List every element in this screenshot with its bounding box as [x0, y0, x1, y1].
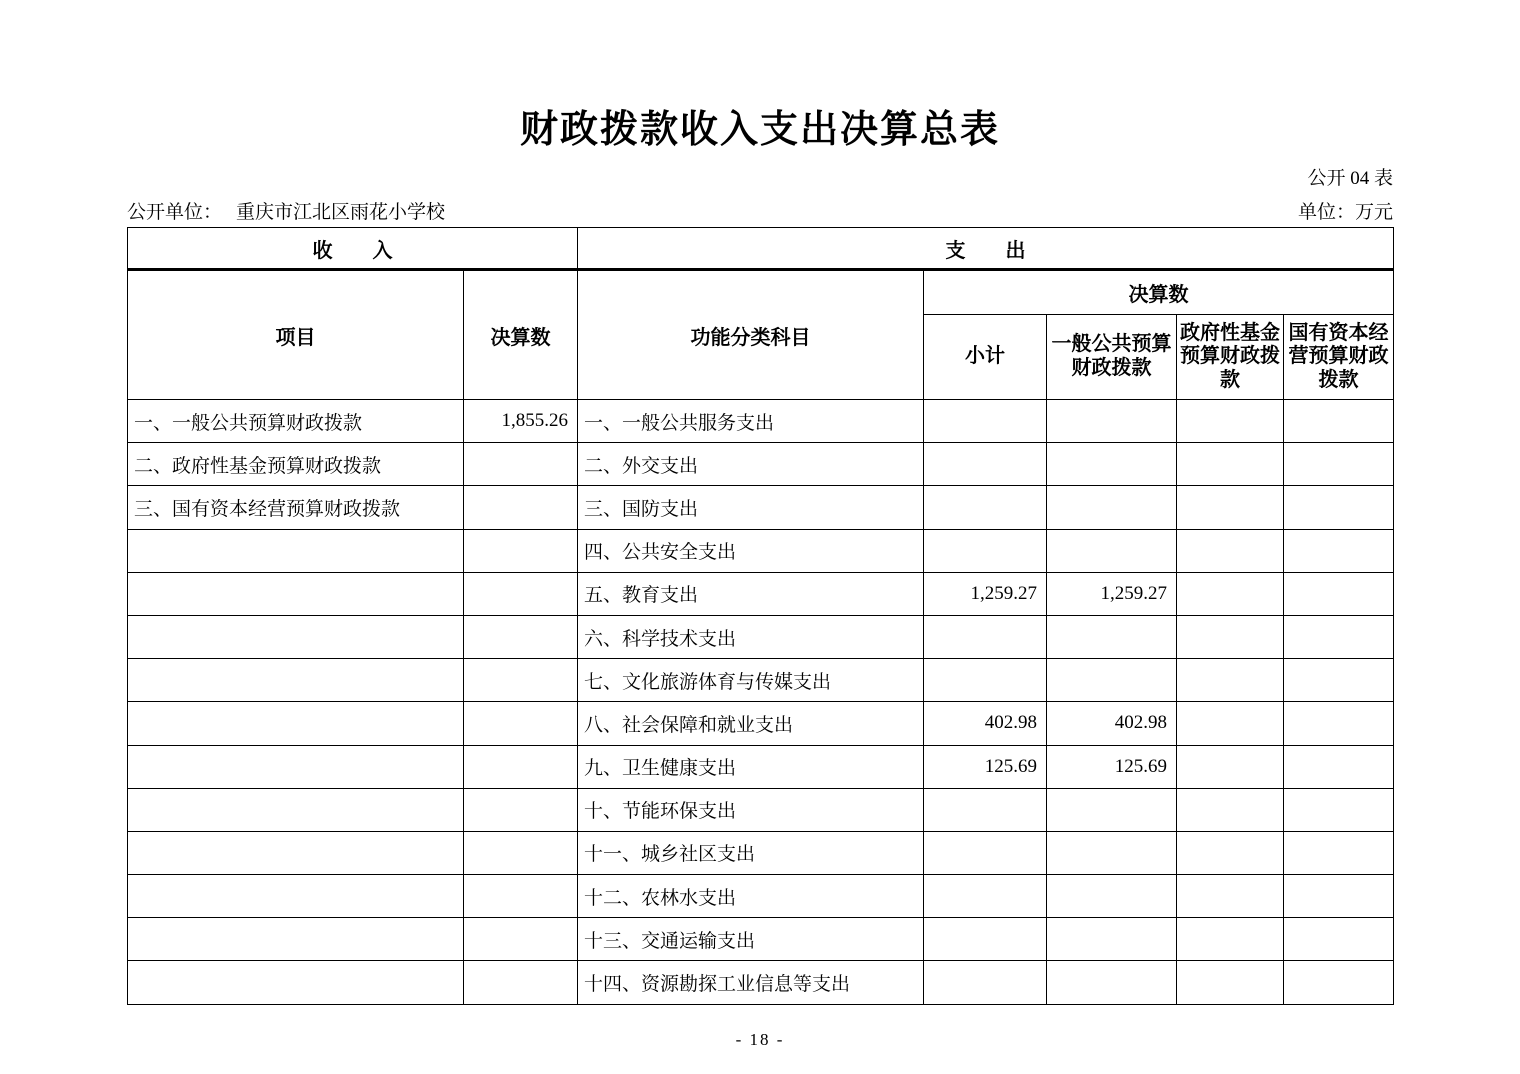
table-row	[128, 745, 1394, 788]
general-budget-cell	[1047, 486, 1177, 529]
table-number: 公开 04 表	[1307, 168, 1393, 189]
income-amount-cell	[464, 486, 578, 529]
subtotal-cell	[924, 443, 1047, 486]
state-capital-cell	[1284, 745, 1394, 788]
state-capital-cell	[1284, 875, 1394, 918]
income-amount-cell: 1,855.26	[464, 400, 578, 443]
general-budget-cell	[1047, 443, 1177, 486]
table-row	[128, 659, 1394, 702]
meta-row	[127, 197, 1393, 224]
income-item-cell	[128, 615, 464, 658]
income-amount-cell	[464, 745, 578, 788]
income-section-header: 收 入	[128, 228, 578, 270]
general-budget-cell: 402.98	[1047, 702, 1177, 745]
expense-item-cell: 四、公共安全支出	[578, 529, 924, 572]
table-row	[128, 486, 1394, 529]
table-row	[128, 918, 1394, 961]
subtotal-cell: 402.98	[924, 702, 1047, 745]
general-budget-cell	[1047, 400, 1177, 443]
gov-fund-cell	[1177, 572, 1284, 615]
subtotal-cell	[924, 831, 1047, 874]
expense-item-cell: 十一、城乡社区支出	[578, 831, 924, 874]
income-amount-cell	[464, 961, 578, 1004]
general-budget-cell	[1047, 875, 1177, 918]
gov-fund-cell	[1177, 831, 1284, 874]
subtotal-cell	[924, 875, 1047, 918]
income-item-cell	[128, 918, 464, 961]
table-row	[128, 831, 1394, 874]
fiscal-allocation-table	[127, 227, 1394, 1005]
subtotal-cell	[924, 961, 1047, 1004]
column-header-row	[128, 270, 1394, 315]
state-capital-cell	[1284, 486, 1394, 529]
income-amount-cell	[464, 788, 578, 831]
currency-unit: 单位：万元	[1297, 202, 1393, 223]
page-number: - 18 -	[735, 1030, 785, 1049]
public-unit	[127, 197, 445, 224]
income-item-cell	[128, 831, 464, 874]
subtotal-cell	[924, 529, 1047, 572]
subtotal-cell: 125.69	[924, 745, 1047, 788]
state-capital-cell	[1284, 918, 1394, 961]
state-capital-cell	[1284, 572, 1394, 615]
expense-item-cell: 七、文化旅游体育与传媒支出	[578, 659, 924, 702]
table-row	[128, 875, 1394, 918]
general-budget-cell	[1047, 961, 1177, 1004]
state-capital-cell	[1284, 961, 1394, 1004]
income-item-cell	[128, 529, 464, 572]
income-item-cell	[128, 788, 464, 831]
table-row	[128, 702, 1394, 745]
income-amount-cell	[464, 529, 578, 572]
expense-item-cell: 十二、农林水支出	[578, 875, 924, 918]
income-item-cell	[128, 659, 464, 702]
gov-fund-cell	[1177, 443, 1284, 486]
table-row	[128, 572, 1394, 615]
gov-fund-cell	[1177, 702, 1284, 745]
general-budget-cell	[1047, 615, 1177, 658]
expense-item-cell: 三、国防支出	[578, 486, 924, 529]
gov-fund-cell	[1177, 745, 1284, 788]
expense-section-header: 支 出	[578, 228, 1394, 270]
general-budget-cell	[1047, 831, 1177, 874]
col-header-state-capital: 国有资本经营预算财政拨款	[1284, 315, 1394, 400]
gov-fund-cell	[1177, 659, 1284, 702]
general-budget-cell: 1,259.27	[1047, 572, 1177, 615]
expense-item-cell: 十四、资源勘探工业信息等支出	[578, 961, 924, 1004]
state-capital-cell	[1284, 400, 1394, 443]
table-body	[128, 400, 1394, 1005]
income-amount-cell	[464, 918, 578, 961]
gov-fund-cell	[1177, 961, 1284, 1004]
income-amount-cell	[464, 659, 578, 702]
general-budget-cell	[1047, 659, 1177, 702]
income-item-cell: 二、政府性基金预算财政拨款	[128, 443, 464, 486]
general-budget-cell: 125.69	[1047, 745, 1177, 788]
gov-fund-cell	[1177, 529, 1284, 572]
income-amount-cell	[464, 572, 578, 615]
gov-fund-cell	[1177, 918, 1284, 961]
expense-item-cell: 十三、交通运输支出	[578, 918, 924, 961]
income-item-cell: 三、国有资本经营预算财政拨款	[128, 486, 464, 529]
expense-item-cell: 九、卫生健康支出	[578, 745, 924, 788]
subtotal-cell	[924, 486, 1047, 529]
gov-fund-cell	[1177, 875, 1284, 918]
col-header-item: 项目	[128, 270, 464, 400]
col-header-general-budget: 一般公共预算财政拨款	[1047, 315, 1177, 400]
table-row	[128, 615, 1394, 658]
col-header-subtotal: 小计	[924, 315, 1047, 400]
table-row	[128, 961, 1394, 1004]
general-budget-cell	[1047, 918, 1177, 961]
col-header-final-accounts: 决算数	[924, 270, 1394, 315]
state-capital-cell	[1284, 529, 1394, 572]
income-amount-cell	[464, 615, 578, 658]
general-budget-cell	[1047, 529, 1177, 572]
gov-fund-cell	[1177, 788, 1284, 831]
income-amount-cell	[464, 831, 578, 874]
income-item-cell	[128, 875, 464, 918]
public-unit-name: 重庆市江北区雨花小学校	[236, 202, 446, 223]
col-header-function-category: 功能分类科目	[578, 270, 924, 400]
income-item-cell	[128, 745, 464, 788]
expense-item-cell: 八、社会保障和就业支出	[578, 702, 924, 745]
subtotal-cell: 1,259.27	[924, 572, 1047, 615]
table-row	[128, 443, 1394, 486]
subtotal-cell	[924, 918, 1047, 961]
state-capital-cell	[1284, 443, 1394, 486]
public-unit-label: 公开单位：	[127, 202, 223, 223]
state-capital-cell	[1284, 788, 1394, 831]
state-capital-cell	[1284, 659, 1394, 702]
expense-item-cell: 五、教育支出	[578, 572, 924, 615]
expense-item-cell: 一、一般公共服务支出	[578, 400, 924, 443]
state-capital-cell	[1284, 831, 1394, 874]
income-amount-cell	[464, 702, 578, 745]
income-item-cell	[128, 572, 464, 615]
gov-fund-cell	[1177, 400, 1284, 443]
subtotal-cell	[924, 659, 1047, 702]
income-item-cell: 一、一般公共预算财政拨款	[128, 400, 464, 443]
expense-item-cell: 二、外交支出	[578, 443, 924, 486]
table-row	[128, 400, 1394, 443]
gov-fund-cell	[1177, 615, 1284, 658]
expense-item-cell: 十、节能环保支出	[578, 788, 924, 831]
general-budget-cell	[1047, 788, 1177, 831]
state-capital-cell	[1284, 615, 1394, 658]
table-row	[128, 529, 1394, 572]
page-title: 财政拨款收入支出决算总表	[519, 109, 1000, 151]
table-row	[128, 788, 1394, 831]
subtotal-cell	[924, 615, 1047, 658]
col-header-income-amount: 决算数	[464, 270, 578, 400]
income-amount-cell	[464, 443, 578, 486]
income-item-cell	[128, 961, 464, 1004]
section-header-row	[128, 228, 1394, 270]
income-item-cell	[128, 702, 464, 745]
col-header-gov-fund: 政府性基金预算财政拨款	[1177, 315, 1284, 400]
state-capital-cell	[1284, 702, 1394, 745]
subtotal-cell	[924, 788, 1047, 831]
expense-item-cell: 六、科学技术支出	[578, 615, 924, 658]
income-amount-cell	[464, 875, 578, 918]
subtotal-cell	[924, 400, 1047, 443]
gov-fund-cell	[1177, 486, 1284, 529]
